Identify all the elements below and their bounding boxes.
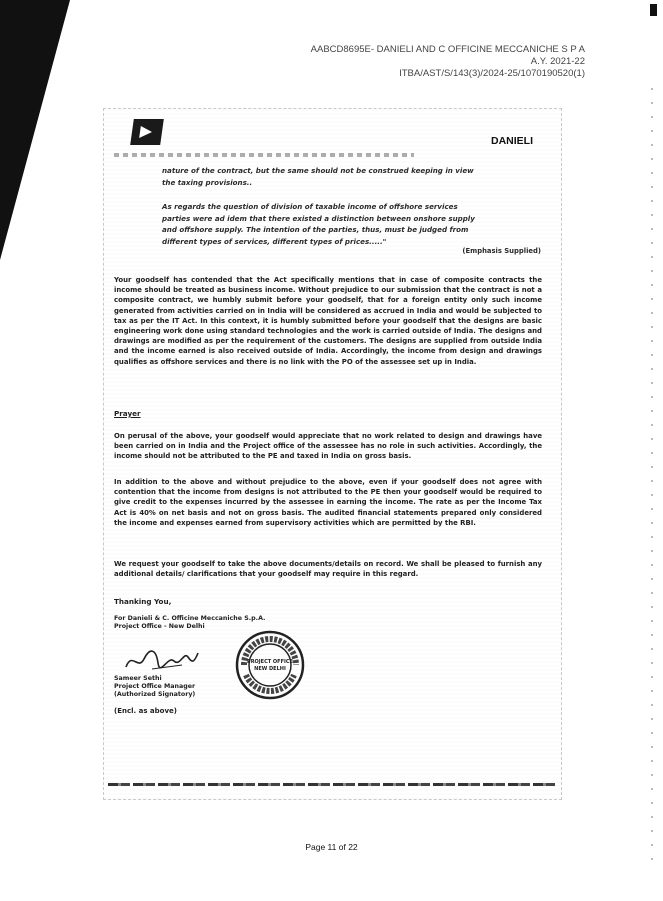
quote-line-1: nature of the contract, but the same should not be construed keeping in view the taxing provisions.. [162, 166, 474, 187]
company-stamp-icon [234, 629, 306, 701]
company-name: For Danieli & C. Officine Meccaniche S.p.A. [114, 615, 266, 622]
assessment-year: A.Y. 2021-22 [530, 56, 585, 67]
reference-number: ITBA/AST/S/143(3)/2024-25/1070190520(1) [399, 68, 585, 79]
scan-edge-dots [651, 80, 653, 860]
emphasis-note: (Emphasis Supplied) [462, 247, 541, 255]
signatory-name: Sameer Sethi [114, 675, 162, 682]
project-office: Project Office - New Delhi [114, 623, 205, 630]
stamp-center-line-1: PROJECT OFFICE [247, 659, 293, 665]
request-paragraph: We request your goodself to take the above documents/details on record. We shall be pleased to furnish any additional details/ clarifications that your goodself may require in this regard. [114, 560, 542, 579]
signatory-role: (Authorized Signatory) [114, 691, 196, 698]
contention-paragraph: Your goodself has contended that the Act specifically mentions that in case of composite contracts the income should be treated as business income. Without prejudice to our submission that the contract is not a composite contract, we humbly submit before your goodself, that for a foreign entity only such income generated from activities carried on in India will be considered as accrued in India and would be subjected to tax as per the IT Act. In this context, it is humbly submitted before your goodself that the designs are basic engineering work done using standard technologies and the work is carried outside of India. The designs and drawings are modified as per the requirement of the customers. The designs are supplied from outside India and the income earned is also received outside of India. Accordingly, the income from design and drawings qualifies as offshore services and there is no link with the PO of the assessee set up in India. [114, 276, 542, 366]
scan-edge-mark [650, 4, 657, 16]
stamp-center-line-2: NEW DELHI [254, 666, 286, 672]
quote-line-2: As regards the question of division of taxable income of offshore services parties were ad idem that there existed a distinction between onshore supply and offshore supply. The intention of the parties, thus, must be judged from different types of services, different types of prices....." [162, 202, 475, 246]
scanned-letter [103, 108, 562, 800]
scan-corner-shadow [0, 0, 70, 260]
handwritten-signature-icon [122, 641, 200, 675]
brand-name: DANIELI [491, 135, 533, 147]
signatory-details [114, 675, 195, 699]
assessee-line: AABCD8695E- DANIELI AND C OFFICINE MECCANICHE S P A [310, 44, 585, 55]
scan-bottom-rule [108, 783, 558, 786]
page-number: Page 11 of 22 [305, 842, 358, 852]
prayer-paragraph: On perusal of the above, your goodself would appreciate that no work related to design and drawings have been carried on in India and the Project office of the assessee has no role in such activities. Accordingly, the income should not be attributed to the PE and taxed in India on gross basis. [114, 432, 542, 461]
addition-paragraph: In addition to the above and without prejudice to the above, even if your goodself does not agree with contention that the income from designs is not attributed to the PE then your goodself would be required to give credit to the expenses incurred by the assessee in earning the income. The rate as per the Income Tax Act is 40% on net basis and not on gross basis. The audited financial statements prepared only considered the income and expenses earned from supervisory activities which are permitted by the RBI. [114, 478, 542, 527]
document-header [205, 44, 585, 80]
enclosure-note: (Encl. as above) [114, 707, 177, 715]
prayer-heading: Prayer [114, 409, 141, 418]
signatory-title: Project Office Manager [114, 683, 196, 690]
scan-noise [114, 153, 414, 157]
closing-thanks: Thanking You, [114, 597, 172, 606]
danieli-logo-icon [130, 119, 164, 145]
